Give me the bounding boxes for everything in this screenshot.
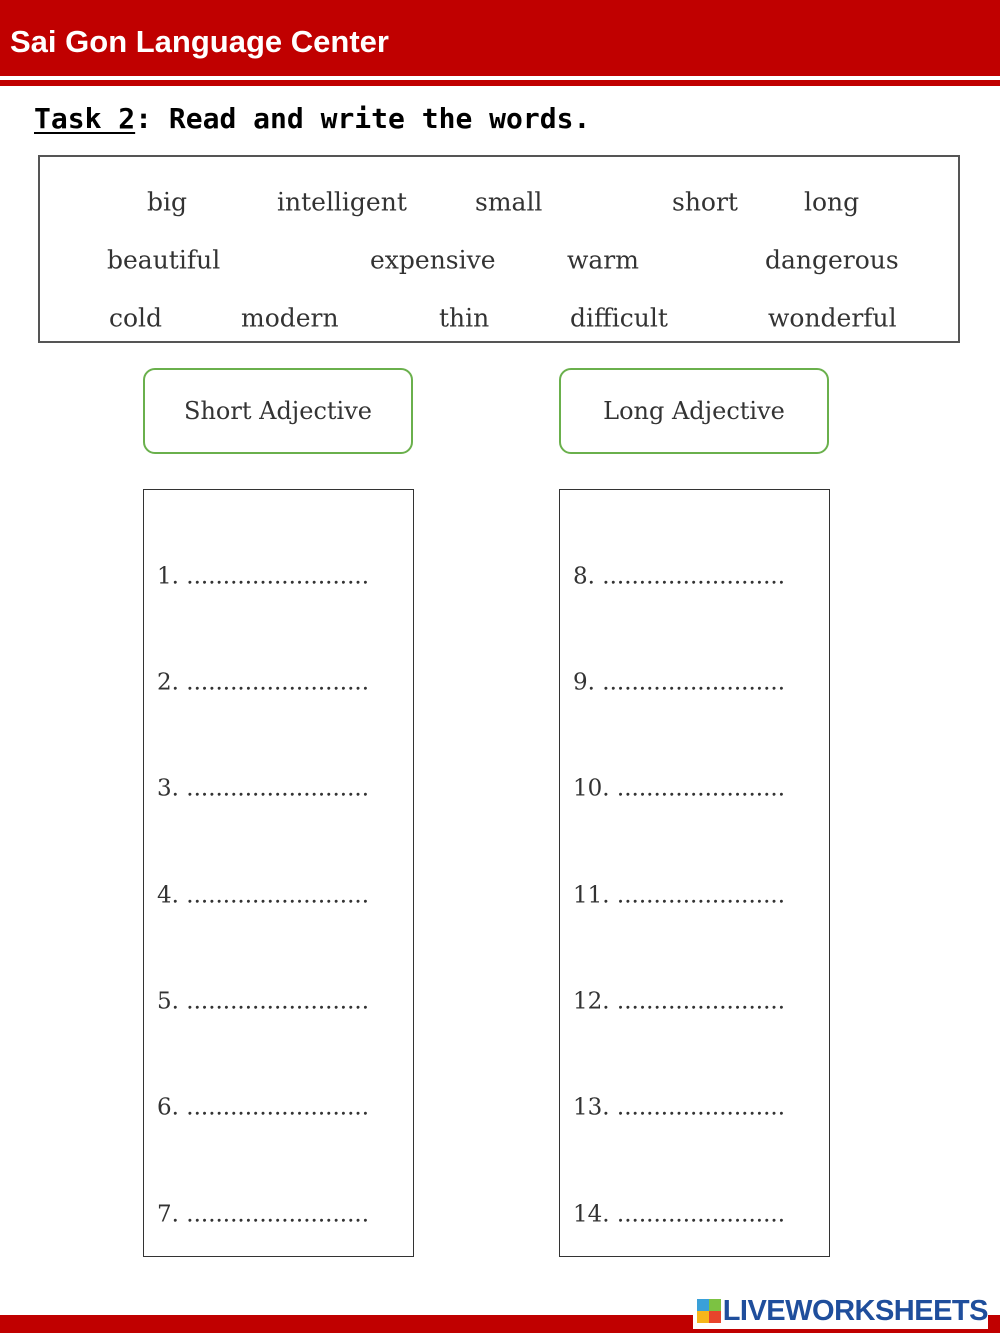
word-big: big bbox=[147, 187, 188, 217]
word-long: long bbox=[804, 187, 860, 217]
word-expensive: expensive bbox=[370, 245, 496, 275]
word-short: short bbox=[672, 187, 738, 217]
word-difficult: difficult bbox=[570, 303, 668, 333]
answer-blank-9[interactable]: 9. ......................... bbox=[573, 669, 786, 696]
word-small: small bbox=[475, 187, 543, 217]
answer-blank-11[interactable]: 11. ....................... bbox=[573, 882, 786, 909]
word-bank bbox=[38, 155, 960, 343]
word-cold: cold bbox=[109, 303, 163, 333]
answer-blank-14[interactable]: 14. ....................... bbox=[573, 1201, 786, 1228]
answer-blank-4[interactable]: 4. ......................... bbox=[157, 882, 370, 909]
word-wonderful: wonderful bbox=[768, 303, 897, 333]
answer-blank-13[interactable]: 13. ....................... bbox=[573, 1094, 786, 1121]
answer-blank-5[interactable]: 5. ......................... bbox=[157, 988, 370, 1015]
word-intelligent: intelligent bbox=[277, 187, 407, 217]
short-adjective-answer-box bbox=[143, 489, 414, 1257]
answer-blank-12[interactable]: 12. ....................... bbox=[573, 988, 786, 1015]
answer-blank-7[interactable]: 7. ......................... bbox=[157, 1201, 370, 1228]
brand-name: LIVEWORKSHEETS bbox=[722, 1294, 988, 1327]
word-modern: modern bbox=[241, 303, 339, 333]
answer-blank-2[interactable]: 2. ......................... bbox=[157, 669, 370, 696]
answer-blank-10[interactable]: 10. ....................... bbox=[573, 775, 786, 802]
header-bar bbox=[0, 0, 1000, 76]
task-heading bbox=[34, 104, 590, 135]
answer-blank-3[interactable]: 3. ......................... bbox=[157, 775, 370, 802]
header-title: Sai Gon Language Center bbox=[10, 24, 389, 59]
answer-blank-1[interactable]: 1. ......................... bbox=[157, 563, 370, 590]
task-label: Task 2 bbox=[34, 102, 136, 135]
header-rule bbox=[0, 80, 1000, 86]
word-thin: thin bbox=[439, 303, 490, 333]
word-warm: warm bbox=[567, 245, 639, 275]
answer-blank-8[interactable]: 8. ......................... bbox=[573, 563, 786, 590]
answer-blank-6[interactable]: 6. ......................... bbox=[157, 1094, 370, 1121]
task-instruction: : Read and write the words. bbox=[135, 102, 591, 135]
liveworksheets-brand bbox=[693, 1293, 988, 1329]
word-dangerous: dangerous bbox=[765, 245, 899, 275]
long-adjective-label: Long Adjective bbox=[559, 368, 829, 454]
word-beautiful: beautiful bbox=[107, 245, 221, 275]
short-adjective-label: Short Adjective bbox=[143, 368, 413, 454]
long-adjective-answer-box bbox=[559, 489, 830, 1257]
liveworksheets-logo-icon bbox=[697, 1299, 721, 1323]
